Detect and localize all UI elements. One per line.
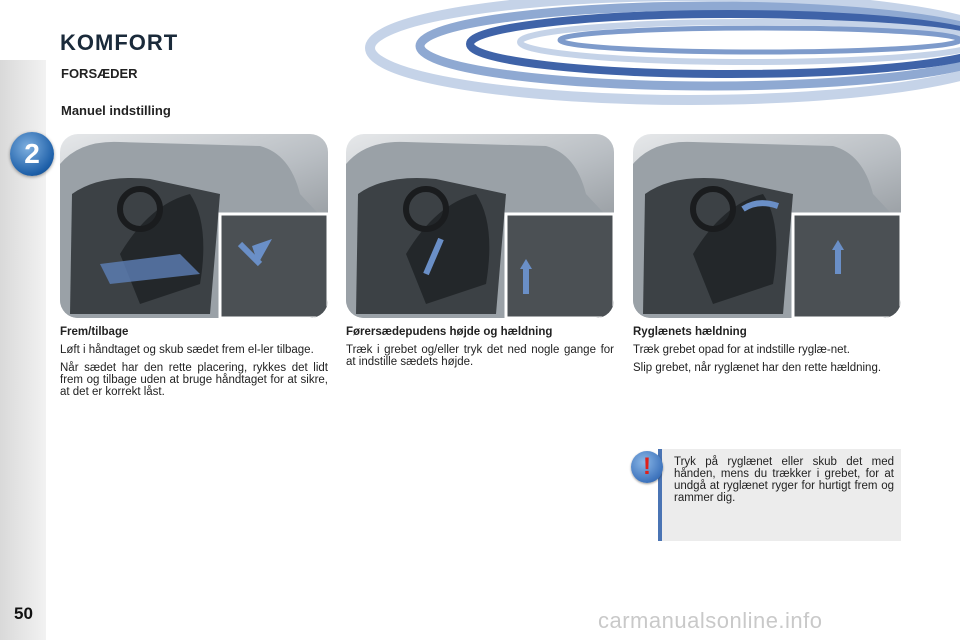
column-paragraph: Træk i grebet og/eller tryk det ned nogle gange for at indstille sædets højde.	[346, 344, 614, 368]
header-swoosh-graphic	[330, 0, 960, 110]
seat-photo-fore-aft	[60, 134, 328, 318]
column-paragraph: Når sædet har den rette placering, rykkes det lidt frem og tilbage uden at bruge håndtaget for at sikre, at det er korrekt låst.	[60, 362, 328, 398]
section-title: FORSÆDER	[61, 66, 138, 81]
column-paragraph: Løft i håndtaget og skub sædet frem el-ler tilbage.	[60, 344, 314, 356]
text-column-height	[346, 326, 614, 374]
column-heading: Frem/tilbage	[60, 326, 129, 338]
exclamation-icon: !	[631, 451, 663, 483]
column-paragraph: Træk grebet opad for at indstille ryglæ-net.	[633, 344, 850, 356]
header-bar	[0, 0, 960, 60]
seat-photo-backrest	[633, 134, 901, 318]
text-column-fore-aft	[60, 326, 328, 404]
column-heading: Ryglænets hældning	[633, 326, 747, 338]
column-heading: Førersædepudens højde og hældning	[346, 326, 553, 338]
seat-photo-height	[346, 134, 614, 318]
column-paragraph: Slip grebet, når ryglænet har den rette hældning.	[633, 362, 882, 374]
chapter-badge: 2	[10, 132, 54, 176]
warning-text: Tryk på ryglænet eller skub det med hånden, mens du trækker i grebet, for at undgå at ryglænet ryger for hurtigt frem og rammer dig.	[674, 456, 894, 504]
watermark: carmanualsonline.info	[598, 608, 823, 633]
section-subtitle: Manuel indstilling	[61, 103, 171, 118]
page-title: KOMFORT	[60, 30, 179, 55]
text-column-backrest	[633, 326, 901, 380]
page-number: 50	[14, 604, 33, 623]
